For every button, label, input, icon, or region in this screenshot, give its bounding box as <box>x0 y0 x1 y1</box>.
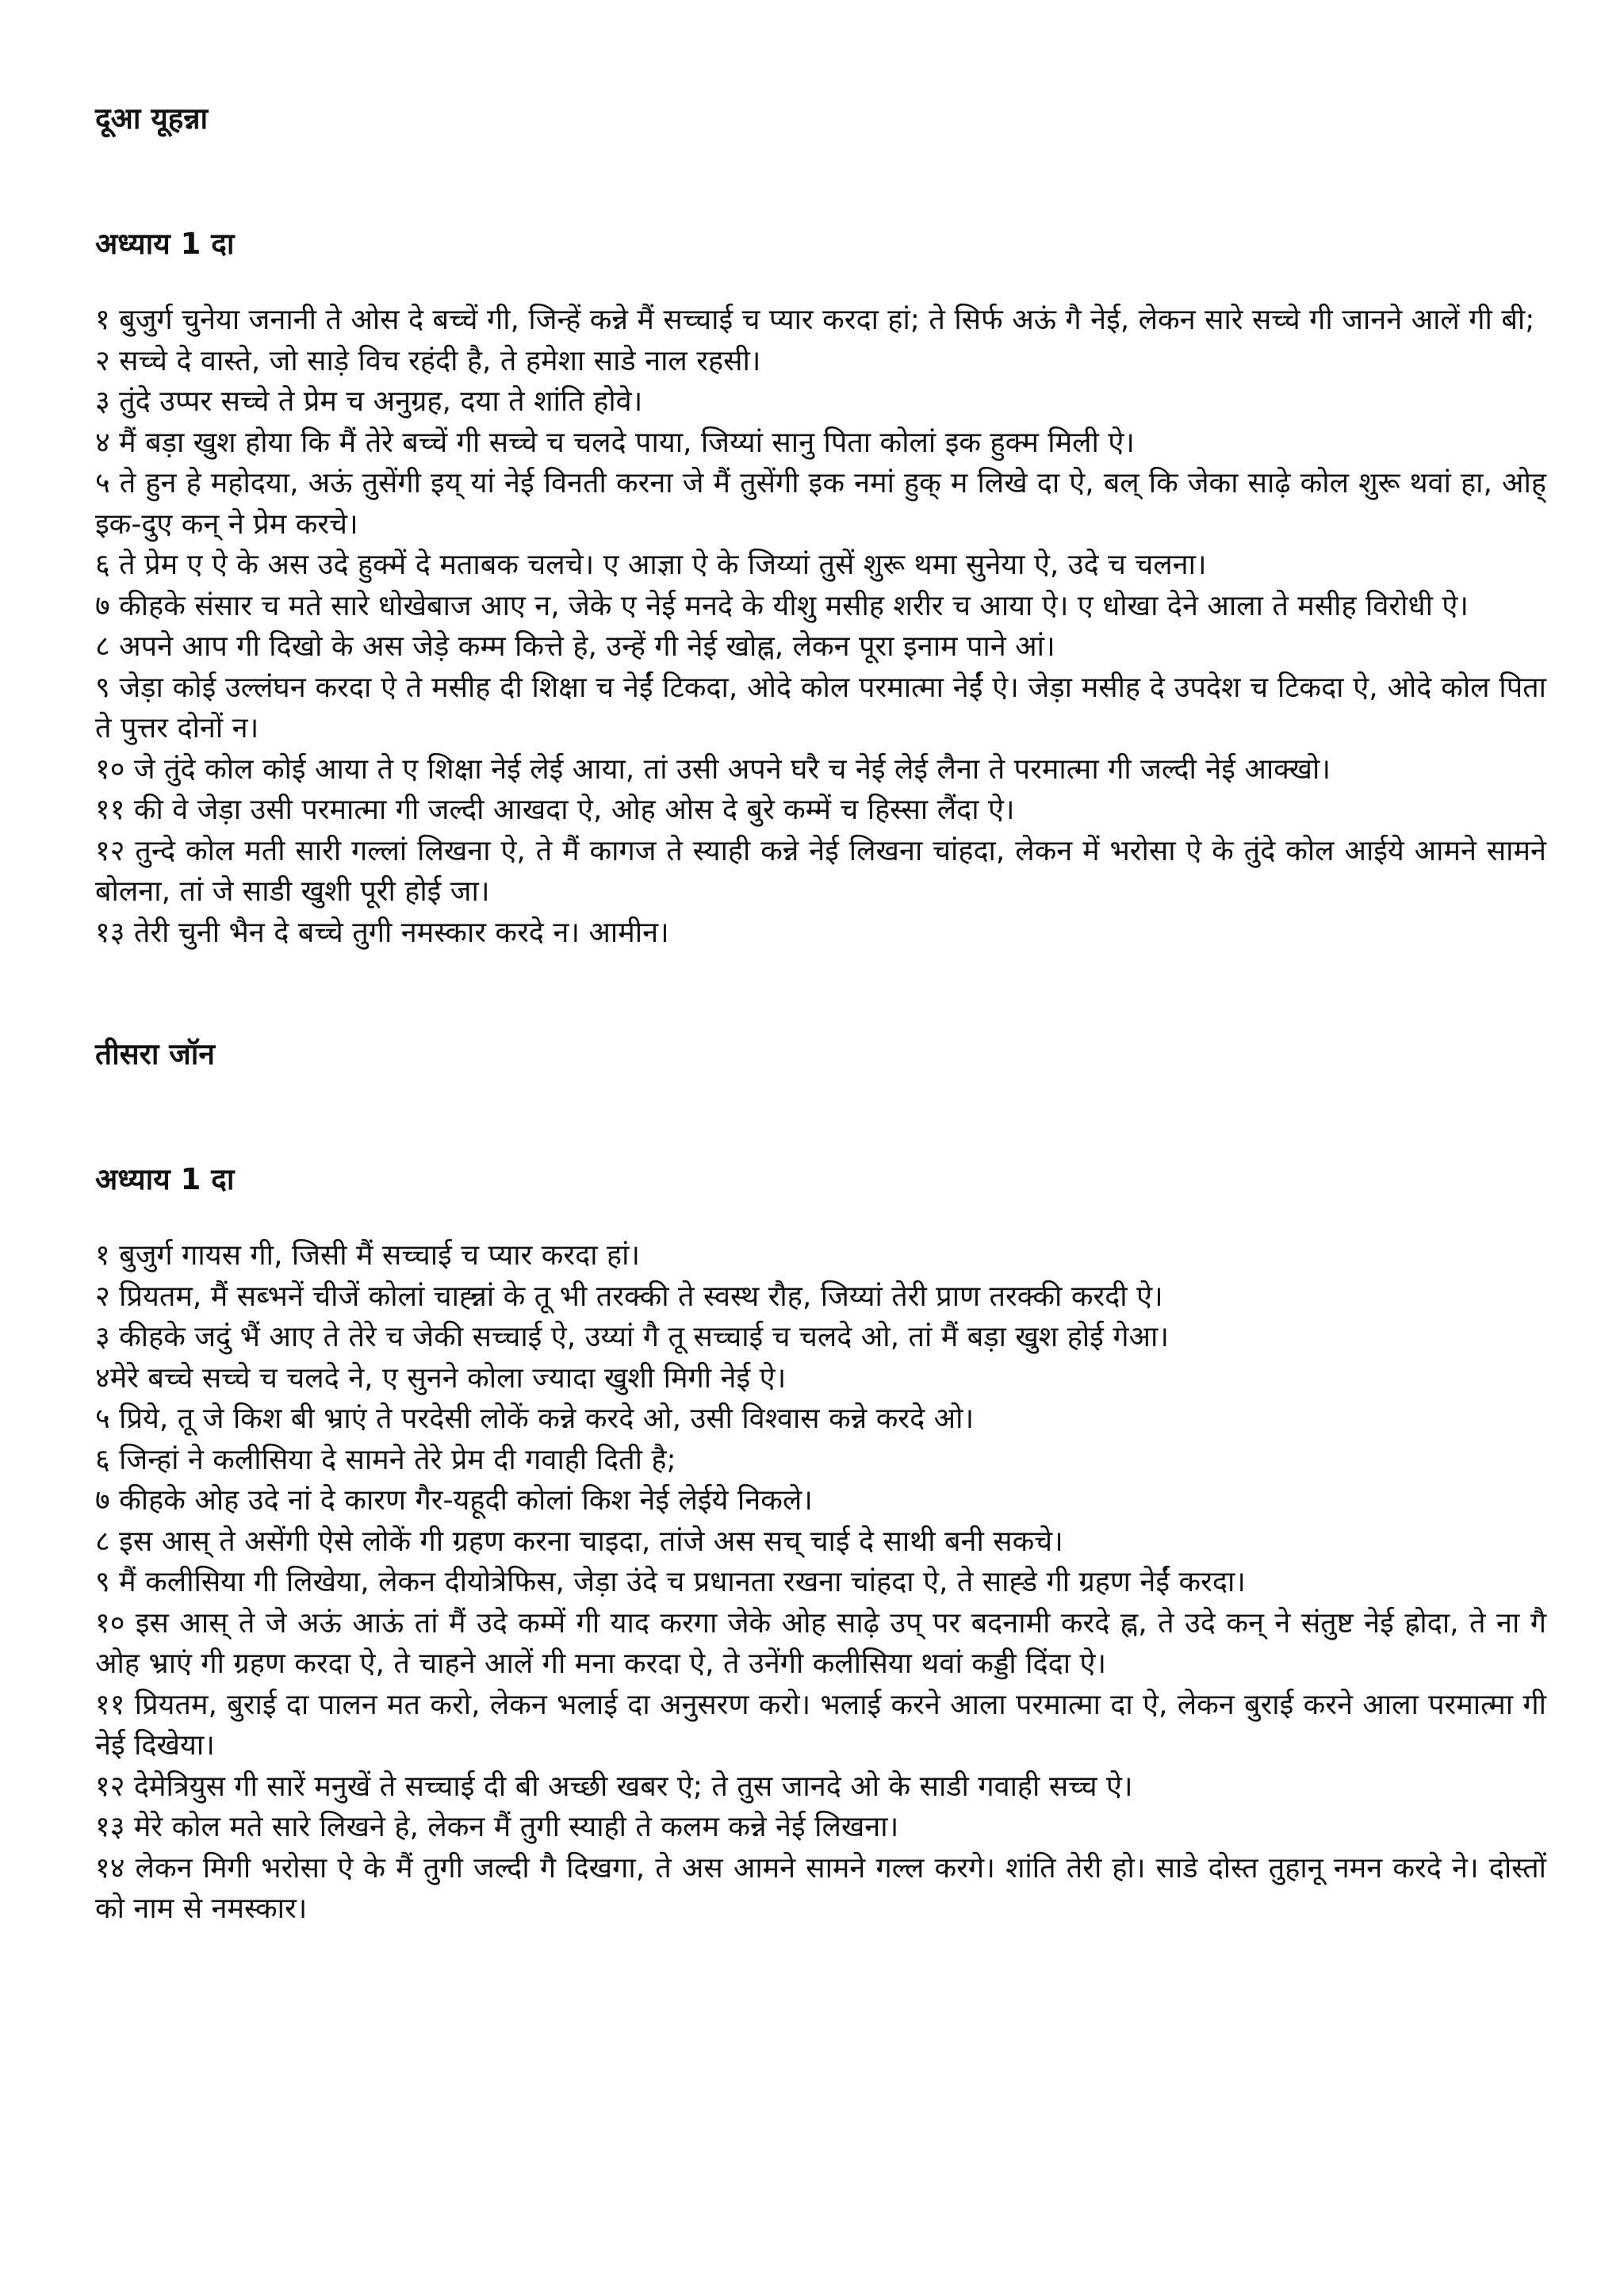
book-title: तीसरा जॉन <box>95 1037 215 1071</box>
verse: १२ देमेत्रियुस गी सारें मनुखें ते सच्चाई दी बी अच्छी खबर ऐ; ते तुस जानदे ओ के साडी गवाही सच्च ऐ। <box>95 1770 1133 1803</box>
verse: २ प्रियतम, मैं सब्भनें चीजें कोलां चाह्न्नां के तू भी तरक्की ते स्वस्थ रौह, जिय्यां तेरी प्राण तरक्की करदी ऐ। <box>95 1280 1163 1313</box>
verse: ३ कीहके जदुं भैं आए ते तेरे च जेकी सच्चाई ऐ, उय्यां गै तू सच्चाई च चलदे ओ, तां मैं बड़ा खुश होई गेआ। <box>95 1321 1169 1353</box>
verse: ४मेरे बच्चे सच्चे च चलदे ने, ए सुनने कोला ज्यादा खुशी मिगी नेई ऐ। <box>95 1361 787 1395</box>
verse: ९ मैं कलीसिया गी लिखेया, लेकन दीयोत्रेफिस, जेड़ा उंदे च प्रधानता रखना चांहदा ऐ, ते साह्डे गी ग्रहण नेईं करदा। <box>95 1566 1246 1598</box>
document-content <box>95 97 1546 1930</box>
verse: ११ प्रियतम, बुराई दा पालन मत करो, लेकन भलाई दा अनुसरण करो। भलाई करने आला परमात्मा दा ऐ, लेकन बुराई करने आला परमात्मा गी नेई दिखेया। <box>95 1688 1546 1762</box>
verse: १ बुजुर्ग चुनेया जनानी ते ओस दे बच्चें गी, जिन्हें कन्ने मैं सच्चाई च प्यार करदा हां; ते सिर्फ अऊं गै नेई, लेकन सारे सच्चे गी जानने आलें गी बी; <box>95 304 1535 336</box>
verse: ५ ते हुन हे महोदया, अऊं तुसेंगी इय् यां नेई विनती करना जे मैं तुसेंगी इक नमां हुक् म लिखे दा ऐ, बल् कि जेका साढ़े कोल शुरू थवां हा, ओह् इक-दुए कन् ने प्रेम करचे। <box>95 467 1546 541</box>
verse: ८ इस आस् ते असेंगी ऐसे लोकें गी ग्रहण करना चाइदा, तांजे अस सच् चाई दे साथी बनी सकचे। <box>95 1525 1063 1558</box>
chapter-title: अध्याय 1 दा <box>95 1162 235 1196</box>
verse: १४ लेकन मिगी भरोसा ऐ के मैं तुगी जल्दी गै दिखगा, ते अस आमने सामने गल्ल करगे। शांति तेरी हो। साडे दोस्त तुहानू नमन करदे ने। दोस्तों को नाम से नमस्कार। <box>95 1851 1546 1925</box>
verse: १ बुजुर्ग गायस गी, जिसी मैं सच्चाई च प्यार करदा हां। <box>95 1239 641 1272</box>
verse: ५ प्रिये, तू जे किश बी भ्राएं ते परदेसी लोकें कन्ने करदे ओ, उसी विश्वास कन्ने करदे ओ। <box>95 1402 975 1435</box>
verse: १० इस आस् ते जे अऊं आऊं तां मैं उदे कम्में गी याद करगा जेके ओह साढ़े उप् पर बदनामी करदे ह्न, ते उदे कन् ने संतुष्ट नेई ह्रोदा, ते ना गै ओह भ्राएं गी ग्रहण करदा ऐ, ते चाहने आलें गी मना करदा ऐ, ते उनेंगी कलीसिया थवां कड्डी दिंदा ऐ। <box>95 1606 1546 1680</box>
verse: २ सच्चे दे वास्ते, जो साड़े विच रहंदी है, ते हमेशा साडे नाल रहसी। <box>95 344 761 377</box>
verse: ८ अपने आप गी दिखो के अस जेड़े कम्म कित्ते हे, उन्हें गी नेई खोह्न, लेकन पूरा इनाम पाने आं। <box>95 630 1055 663</box>
verse: १२ तुन्दे कोल मती सारी गल्लां लिखना ऐ, ते मैं कागज ते स्याही कन्ने नेई लिखना चांहदा, लेकन में भरोसा ऐ के तुंदे कोल आईये आमने सामने बोलना, तां जे साडी खुशी पूरी होई जा। <box>95 834 1546 908</box>
verse: ७ कीहके ओह उदे नां दे कारण गैर-यहूदी कोलां किश नेई लेईये निकले। <box>95 1484 813 1517</box>
verse: ६ ते प्रेम ए ऐ के अस उदे हुक्में दे मताबक चलचे। ए आज्ञा ऐ के जिय्यां तुसें शुरू थमा सुनेया ऐ, उदे च चलना। <box>95 549 1207 581</box>
verse: ४ मैं बड़ा खुश होया कि मैं तेरे बच्चें गी सच्चे च चलदे पाया, जिय्यां सानु पिता कोलां इक हुक्म मिली ऐ। <box>95 426 1135 459</box>
verse-list <box>95 300 1546 953</box>
book-title: दूआ यूहन्ना <box>95 101 209 136</box>
verse: ११ की वे जेड़ा उसी परमात्मा गी जल्दी आखदा ऐ, ओह ओस दे बुरे कम्में च हिस्सा लैंदा ऐ। <box>95 794 1015 826</box>
book-section <box>95 1032 1546 1930</box>
verse: १३ मेरे कोल मते सारे लिखने हे, लेकन मैं तुगी स्याही ते कलम कन्ने नेई लिखना। <box>95 1811 899 1843</box>
book-section <box>95 97 1546 953</box>
verse: ६ जिन्हां ने कलीसिया दे सामने तेरे प्रेम दी गवाही दिती है; <box>95 1443 676 1476</box>
verse: ७ कीहके संसार च मते सारे धोखेबाज आए न, जेके ए नेई मनदे के यीशु मसीह शरीर च आया ऐ। ए धोखा देने आला ते मसीह विरोधी ऐ। <box>95 589 1469 622</box>
verse: ९ जेड़ा कोई उल्लंघन करदा ऐ ते मसीह दी शिक्षा च नेईं टिकदा, ओदे कोल परमात्मा नेईं ऐ। जेड़ा मसीह दे उपदेश च टिकदा ऐ, ओदे कोल पिता ते पुत्तर दोनों न। <box>95 671 1546 744</box>
verse: १३ तेरी चुनी भैन दे बच्चे तुगी नमस्कार करदे न। आमीन। <box>95 916 669 949</box>
verse-list <box>95 1235 1546 1930</box>
verse: ३ तुंदे उप्पर सच्चे ते प्रेम च अनुग्रह, दया ते शांति होवे। <box>95 385 643 418</box>
chapter-title: अध्याय 1 दा <box>95 227 235 261</box>
verse: १० जे तुंदे कोल कोई आया ते ए शिक्षा नेई लेई आया, तां उसी अपने घरै च नेई लेई लैना ते परमात्मा गी जल्दी नेई आक्खो। <box>95 752 1331 786</box>
